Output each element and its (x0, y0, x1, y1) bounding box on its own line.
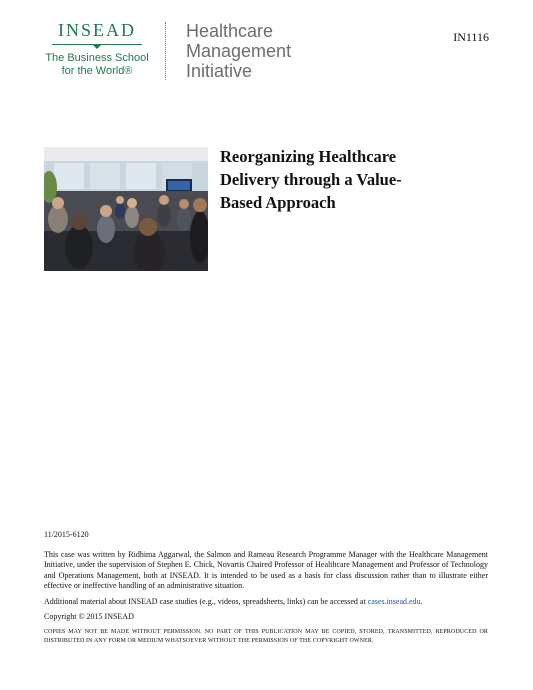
authorship-note: This case was written by Ridhima Aggarwal, the Salmon and Rameau Research Programme Manager with the Healthcare Management Initiative, under the supervision of Stephen E. Chick, Novartis Chaired Professor of Healthcare Management and Professor of Technology and Operations Management, both at INSEAD. It is intended to be used as a basis for class discussion rather than to illustrate either effective or ineffective handling of an administrative situation. (44, 549, 488, 590)
initiative-name (186, 21, 291, 81)
initiative-line-2: Management (186, 41, 292, 61)
insead-wordmark: INSEAD (58, 20, 136, 40)
logo-rule-icon (52, 41, 142, 49)
header-divider (165, 22, 166, 80)
tagline-line-1: The Business School (45, 52, 149, 64)
additional-suffix: . (420, 596, 423, 606)
title-line-3: Based Approach (220, 193, 336, 212)
copyright: Copyright © 2015 INSEAD (44, 612, 134, 621)
title-line-2: Delivery through a Value- (220, 170, 402, 189)
cover-photo (44, 147, 208, 271)
additional-prefix: Additional material about INSEAD case studies (e.g., videos, spreadsheets, links) can be accessed at (44, 596, 366, 606)
initiative-line-1: Healthcare (186, 21, 274, 41)
case-title (220, 145, 460, 214)
tagline-line-2: for the World® (61, 65, 133, 77)
insead-logo (44, 20, 150, 78)
date-code: 11/2015-6120 (44, 530, 89, 539)
permission-notice: COPIES MAY NOT BE MADE WITHOUT PERMISSION. NO PART OF THIS PUBLICATION MAY BE COPIED, STORED, TRANSMITTED, REPRODUCED OR DISTRIBUTED IN ANY FORM OR MEDIUM WHATSOEVER WITHOUT THE PERMISSION OF THE COPYRIGHT OWNER. (44, 628, 488, 644)
title-line-1: Reorganizing Healthcare (220, 147, 397, 166)
additional-material-note (44, 597, 488, 608)
case-footer (44, 530, 488, 646)
initiative-line-3: Initiative (186, 61, 253, 81)
cases-link[interactable]: cases.insead.edu (367, 596, 421, 606)
case-code: IN1116 (453, 30, 489, 44)
